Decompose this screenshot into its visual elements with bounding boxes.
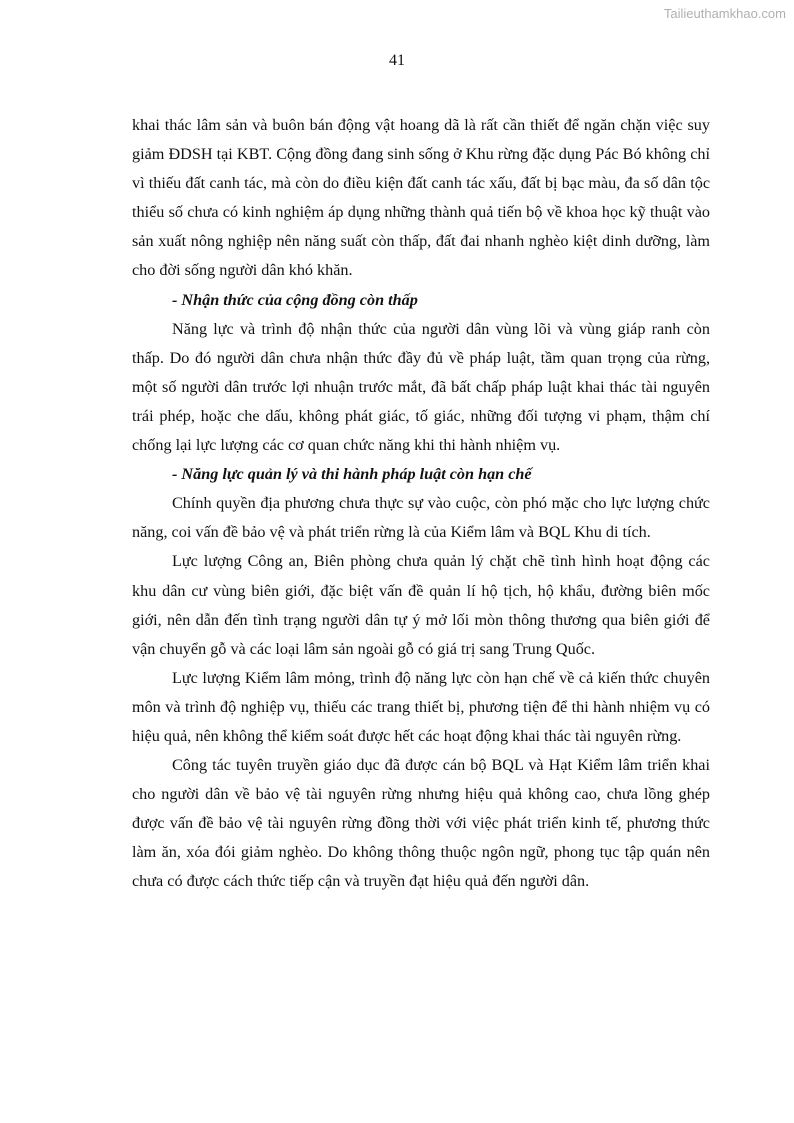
- paragraph-continuation: khai thác lâm sản và buôn bán động vật hoang dã là rất cần thiết để ngăn chặn việc suy giảm ĐDSH tại KBT. Cộng đồng đang sinh sống ở Khu rừng đặc dụng Pác Bó không chỉ vì thiếu đất canh tác, mà còn do điều kiện đất canh tác xấu, đất bị bạc màu, đa số dân tộc thiểu số chưa có kinh nghiệm áp dụng những thành quả tiến bộ về khoa học kỹ thuật vào sản xuất nông nghiệp nên năng suất còn thấp, đất đai nhanh nghèo kiệt dinh dưỡng, làm cho đời sống người dân khó khăn.: [132, 116, 710, 280]
- section-heading-awareness: - Nhận thức của cộng đồng còn thấp: [172, 290, 418, 309]
- document-body: [132, 111, 710, 897]
- paragraph-awareness: Năng lực và trình độ nhận thức của người dân vùng lõi và vùng giáp ranh còn thấp. Do đó người dân chưa nhận thức đầy đủ về pháp luật, tầm quan trọng của rừng, một số người dân trước lợi nhuận trước mắt, đã bất chấp pháp luật khai thác tài nguyên trái phép, hoặc che dấu, không phát giác, tố giác, những đối tượng vi phạm, thậm chí chống lại lực lượng các cơ quan chức năng khi thi hành nhiệm vụ.: [132, 319, 710, 455]
- watermark-text: Tailieuthamkhao.com: [663, 6, 786, 21]
- page-number: 41: [389, 52, 405, 69]
- section-heading-management-capacity: - Năng lực quản lý và thi hành pháp luật còn hạn chế: [172, 465, 532, 484]
- paragraph-propaganda-education: Công tác tuyên truyền giáo dục đã được cán bộ BQL và Hạt Kiểm lâm triển khai cho người dân về bảo vệ tài nguyên rừng nhưng hiệu quả không cao, chưa lồng ghép được vấn đề bảo vệ tài nguyên rừng đồng thời với việc phát triển kinh tế, phương thức làm ăn, xóa đói giảm nghèo. Do không thông thuộc ngôn ngữ, phong tục tập quán nên chưa có được cách thức tiếp cận và truyền đạt hiệu quả đến người dân.: [132, 756, 710, 891]
- paragraph-forest-rangers: Lực lượng Kiểm lâm mỏng, trình độ năng lực còn hạn chế về cả kiến thức chuyên môn và trình độ nghiệp vụ, thiếu các trang thiết bị, phương tiện để thi hành nhiệm vụ có hiệu quả, nên không thể kiểm soát được hết các hoạt động khai thác tài nguyên rừng.: [132, 668, 710, 745]
- paragraph-police-border-guard: Lực lượng Công an, Biên phòng chưa quản lý chặt chẽ tình hình hoạt động các khu dân cư vùng biên giới, đặc biệt vấn đề quản lí hộ tịch, hộ khẩu, đường biên mốc giới, nên dẫn đến tình trạng người dân tự ý mở lối mòn thông thương qua biên giới để vận chuyển gỗ và các loại lâm sản ngoài gỗ có giá trị sang Trung Quốc.: [132, 552, 710, 658]
- paragraph-local-government: Chính quyền địa phương chưa thực sự vào cuộc, còn phó mặc cho lực lượng chức năng, coi vấn đề bảo vệ và phát triển rừng là của Kiểm lâm và BQL Khu di tích.: [132, 494, 710, 542]
